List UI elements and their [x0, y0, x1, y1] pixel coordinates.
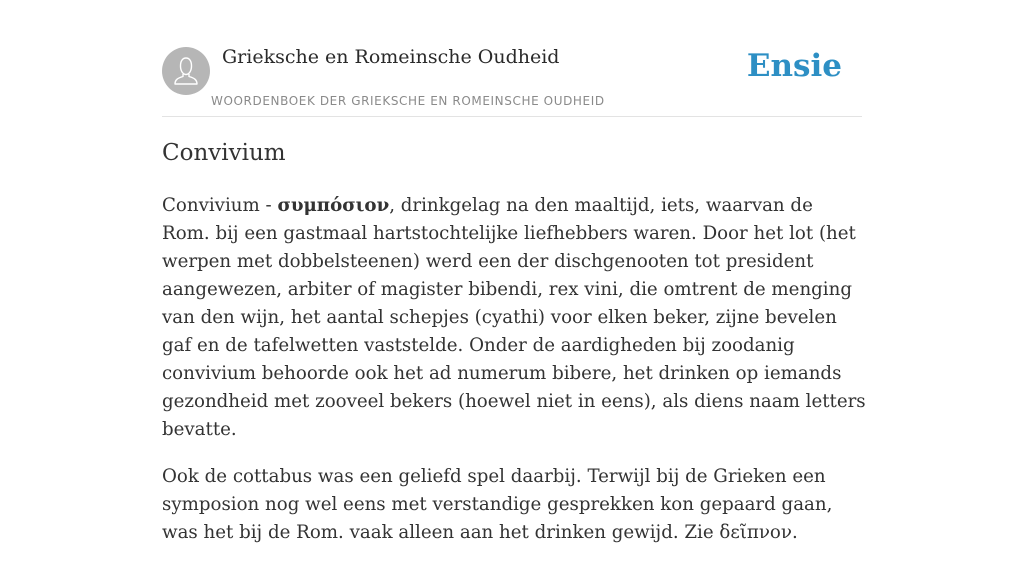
- paragraph-end: .: [791, 522, 798, 543]
- paragraph-text: , drinkgelag na den maaltijd, iets, waarvan de Rom. bij een gastmaal hartstochtelijke liefhebbers waren. Door het lot (het werpen met dobbelsteenen) werd een der dischgenooten tot president aangewezen, arbiter of magister bibendi, rex vini, die omtrent de menging van den wijn, het aantal schepjes (cyathi) voor elken beker, zijne bevelen gaf en de tafelwetten vaststelde. Onder de aardigheden bij zoodanig convivium behoorde ook het ad numerum bibere, het drinken op iemands gezondheid met zooveel bekers (hoewel niet in eens), als diens naam letters bevatte.: [162, 195, 866, 440]
- publication-subtitle[interactable]: WOORDENBOEK DER GRIEKSCHE EN ROMEINSCHE OUDHEID: [211, 94, 605, 108]
- entry-title: Convivium: [162, 140, 286, 166]
- entry-term: Convivium -: [162, 195, 278, 216]
- greek-cross-reference[interactable]: δεῖπνον: [719, 522, 792, 543]
- publication-title[interactable]: Grieksche en Romeinsche Oudheid: [222, 46, 560, 68]
- entry-paragraph: [162, 192, 866, 444]
- user-silhouette-icon[interactable]: [162, 47, 210, 95]
- entry-paragraph: [162, 463, 866, 547]
- entry-body: [162, 192, 866, 566]
- paragraph-text: Ook de cottabus was een geliefd spel daarbij. Terwijl bij de Grieken een symposion nog wel eens met verstandige gesprekken kon gepaard gaan, was het bij de Rom. vaak alleen aan het drinken gewijd. Zie: [162, 466, 833, 543]
- brand-logo[interactable]: Ensie: [746, 48, 842, 84]
- header: [162, 44, 862, 117]
- greek-term: συμπόσιον: [277, 195, 390, 216]
